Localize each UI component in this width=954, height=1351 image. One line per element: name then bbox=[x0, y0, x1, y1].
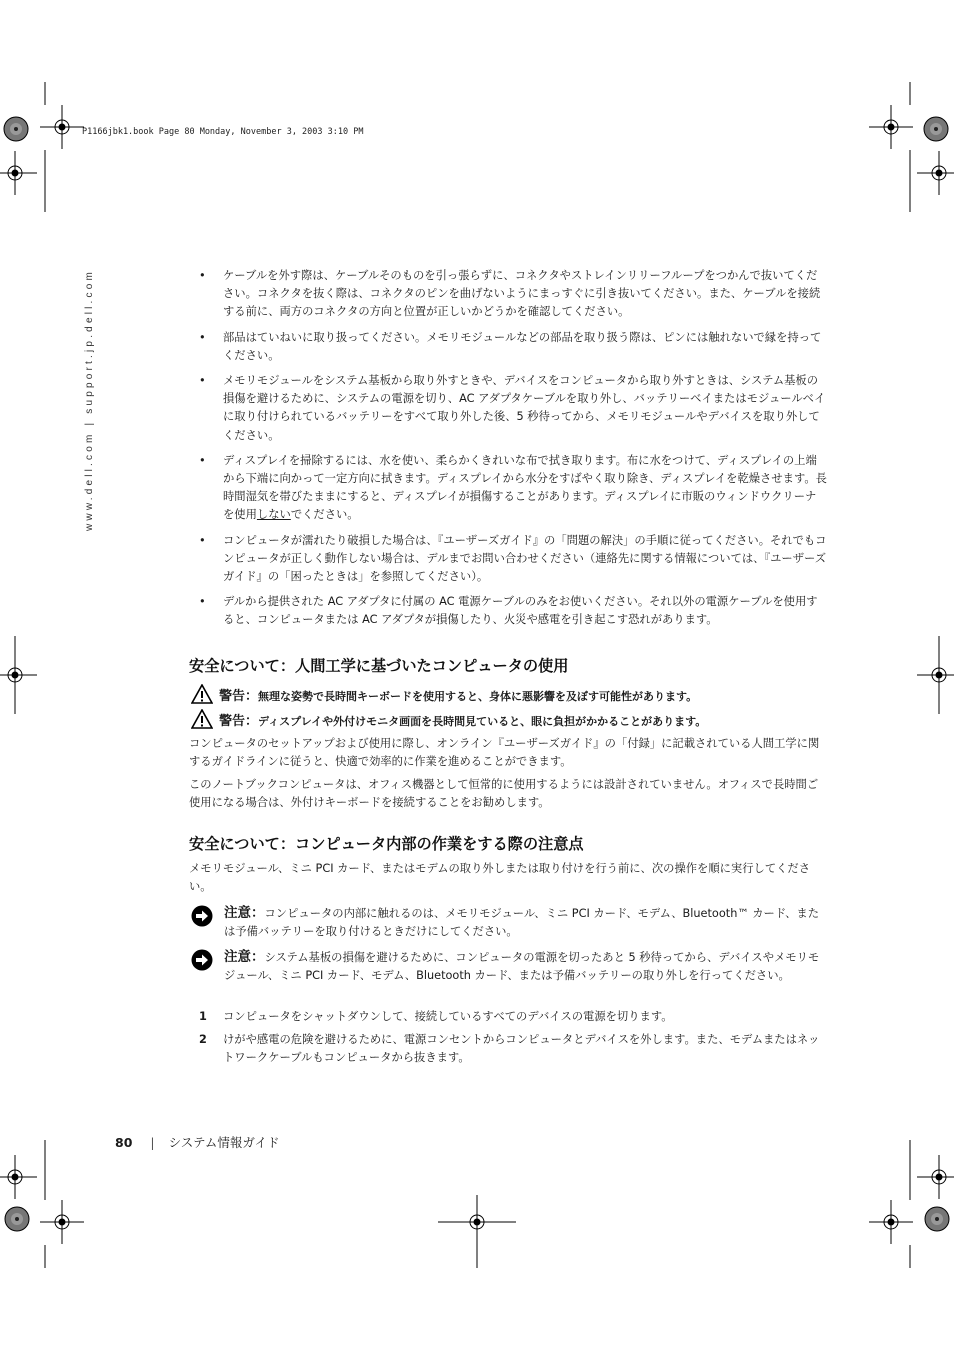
list-item bbox=[197, 329, 827, 365]
notice-text: コンピュータの内部に触れるのは、メモリモジュール、ミニ PCI カード、モデム、Bluetooth™ カード、または予備バッテリーを取り付けるときだけにしてください。 bbox=[224, 907, 820, 939]
warning-text: ディスプレイや外付けモニタ画面を長時間見ていると、眼に負担がかかることがあります。 bbox=[258, 715, 707, 728]
list-item-text: コンピュータが濡れたり破損した場合は、『ユーザーズガイド』の「問題の解決」の手順に従ってください。それでもコンピュータが正しく動作しない場合は、デルまでお問い合わせください（連絡先に関する情報については、『ユーザーズガイド』の「困ったときは」を参照してください）。 bbox=[223, 533, 827, 584]
bullet-symbol: • bbox=[199, 374, 206, 388]
notice-arrow-icon bbox=[191, 905, 213, 927]
list-item bbox=[197, 593, 827, 629]
notice-label: 注意： bbox=[224, 949, 265, 965]
warning-text: 無理な姿勢で長時間キーボードを使用すると、身体に悪影響を及ぼす可能性があります。 bbox=[258, 690, 698, 703]
list-item bbox=[197, 372, 827, 445]
footer-title: システム情報ガイド bbox=[168, 1135, 280, 1150]
inside-computer-intro: メモリモジュール、ミニ PCI カード、またはモデムの取り外しまたは取り付けを行う前に、次の操作を順に実行してください。 bbox=[189, 862, 811, 894]
bullet-symbol: • bbox=[199, 330, 206, 344]
step-item bbox=[199, 1031, 827, 1067]
notice-label: 注意： bbox=[224, 905, 265, 921]
notice-1 bbox=[191, 904, 827, 941]
step-number: 1 bbox=[199, 1010, 207, 1023]
list-item-text: 部品はていねいに取り扱ってください。メモリモジュールなどの部品を取り扱う際は、ピンには触れないで縁を持ってください。 bbox=[223, 330, 822, 362]
list-item bbox=[197, 532, 827, 587]
footer-separator: | bbox=[150, 1135, 155, 1150]
warning-1 bbox=[191, 684, 697, 704]
list-item bbox=[197, 267, 827, 322]
procedure-steps bbox=[199, 1008, 827, 1073]
list-item bbox=[197, 452, 827, 525]
warning-2 bbox=[191, 709, 706, 729]
bullet-symbol: • bbox=[199, 269, 206, 282]
list-item-text: メモリモジュールをシステム基板から取り外すときや、デバイスをコンピュータから取り外すときは、システム基板の損傷を避けるために、システムの電源を切り、AC アダプタケーブルを取り外し、バッテリーベイまたはモジュールベイに取り付けられているバッテリーをすべて取り外した後、5 秒待ってから、メモリモジュールやデバイスを取り外してください。 bbox=[223, 374, 826, 442]
list-item-text: デルから提供された AC アダプタに付属の AC 電源ケーブルのみをお使いください。それ以外の電源ケーブルを使用すると、コンピュータまたは AC アダプタが損傷したり、火災や感電を引き起こす恐れがあります。 bbox=[223, 595, 818, 627]
warning-triangle-icon bbox=[191, 684, 213, 704]
warning-label: 警告： bbox=[219, 714, 259, 729]
book-file-header: P1166jbk1.book Page 80 Monday, November 3, 2003 3:10 PM bbox=[82, 127, 364, 137]
notice-arrow-icon bbox=[191, 949, 213, 971]
list-item-text: ケーブルを外す際は、ケーブルそのものを引っ張らずに、コネクタやストレインリリーフループをつかんで抜いてください。コネクタを抜く際は、コネクタのピンを曲げないようにまっすぐに引き抜いてください。また、ケーブルを接続する前に、両方のコネクタの方向と位置が正しいかどうかを確認してください。 bbox=[223, 269, 821, 319]
bullet-symbol: • bbox=[199, 595, 206, 609]
warning-triangle-icon bbox=[191, 709, 213, 729]
emphasis-underline: しない bbox=[256, 508, 291, 522]
page-number: 80 bbox=[115, 1135, 133, 1150]
step-item bbox=[199, 1008, 827, 1026]
bullet-symbol: • bbox=[199, 453, 206, 467]
side-url: www.dell.com | support.jp.dell.com bbox=[84, 268, 95, 531]
ergonomics-paragraph-1: コンピュータのセットアップおよび使用に際し、オンライン『ユーザーズガイド』の「付録」に記載されている人間工学に関するガイドラインに従うと、快適で効率的に作業を進めることができます。 bbox=[189, 737, 820, 769]
page-footer bbox=[115, 1133, 280, 1151]
list-item-text: ディスプレイを掃除するには、水を使い、柔らかくきれいな布で拭き取ります。布に水をつけて、ディスプレイの上端から下端に向かって一定方向に拭きます。ディスプレイから水分をすばやく取り除き、ディスプレイを乾燥させます。長時間湿気を帯びたままにすると、ディスプレイが損傷することがあります。ディスプレイに市販のウィンドウクリーナを使用しないでください。 bbox=[223, 453, 827, 522]
step-text: コンピュータをシャットダウンして、接続しているすべてのデバイスの電源を切ります。 bbox=[223, 1010, 673, 1023]
bullet-symbol: • bbox=[199, 533, 206, 547]
ergonomics-paragraph-2: このノートブックコンピュータは、オフィス機器として恒常的に使用するようには設計されていません。オフィスで長時間ご使用になる場合は、外付けキーボードを接続することをお勧めします。 bbox=[189, 778, 819, 810]
notice-2 bbox=[191, 948, 827, 985]
notice-text: システム基板の損傷を避けるために、コンピュータの電源を切ったあと 5 秒待ってから、デバイスやメモリモジュール、ミニ PCI カード、モデム、Bluetooth カード、または予備バッテリーの取り外しを行ってください。 bbox=[224, 951, 820, 983]
step-text: けがや感電の危険を避けるために、電源コンセントからコンピュータとデバイスを外します。また、モデムまたはネットワークケーブルもコンピュータから抜きます。 bbox=[223, 1033, 820, 1065]
section-heading-ergonomics: 安全について：人間工学に基づいたコンピュータの使用 bbox=[189, 657, 569, 675]
precautions-list bbox=[197, 267, 827, 637]
section-heading-inside-computer: 安全について：コンピュータ内部の作業をする際の注意点 bbox=[189, 835, 584, 853]
warning-label: 警告： bbox=[219, 689, 259, 704]
step-number: 2 bbox=[199, 1033, 207, 1047]
